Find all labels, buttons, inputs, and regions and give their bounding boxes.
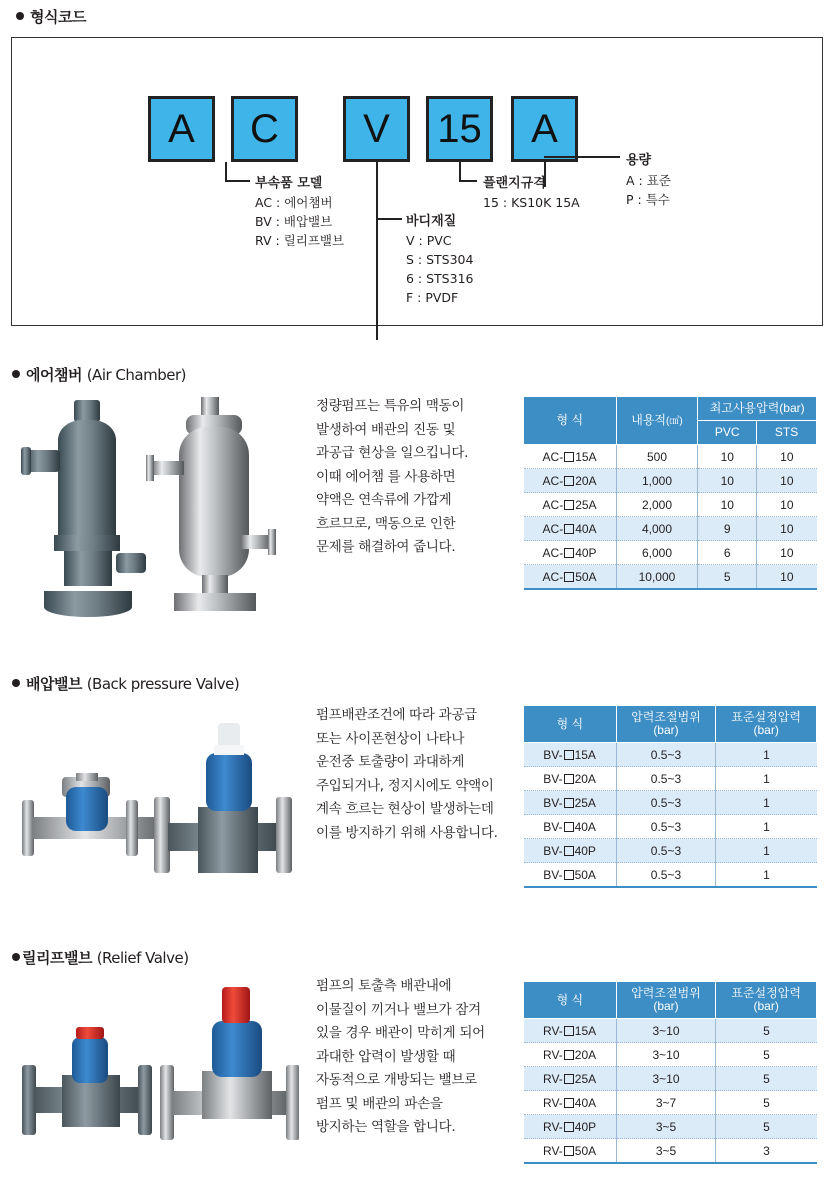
bullet-icon: [12, 370, 20, 378]
connector-line: [544, 156, 620, 158]
model-code-diagram: [11, 37, 823, 326]
table-row: AC- 50A 10,000 5 10: [524, 565, 817, 590]
table-row: AC- 15A 500 10 10: [524, 445, 817, 469]
connector-line: [376, 218, 402, 220]
code-cell-capacity: A: [511, 96, 578, 162]
blank-square-icon: [564, 798, 574, 808]
blank-square-icon: [564, 500, 574, 510]
air-chamber-product-image: [16, 395, 291, 625]
back-pressure-product-image: [14, 715, 299, 885]
blank-square-icon: [564, 1074, 574, 1084]
bullet-icon: [12, 953, 20, 961]
table-row: AC- 25A 2,000 10 10: [524, 493, 817, 517]
col-header-max-pressure: 최고사용압력(bar): [698, 397, 817, 421]
back-pressure-heading: 배압밸브 (Back pressure Valve): [12, 673, 239, 694]
table-row: BV- 15A 0.5~3 1: [524, 743, 817, 767]
group-list-body-material: V : PVC S : STS304 6 : STS316 F : PVDF: [406, 233, 474, 305]
back-pressure-description: 펌프배관조건에 따라 과공급 또는 사이폰현상이 나타나 운전중 토출량이 과대하게 주입되거나, 정지시에도 약액이 계속 흐르는 현상이 발생하는데 이를 방지하기 위해 사용합니다.: [316, 707, 498, 841]
table-row: BV- 40P 0.5~3 1: [524, 839, 817, 863]
table-row: RV- 50A 3~5 3: [524, 1139, 817, 1164]
table-row: RV- 40A 3~7 5: [524, 1091, 817, 1115]
col-header-model: 형 식: [524, 397, 617, 445]
blank-square-icon: [564, 870, 574, 880]
relief-valve-product-image: [14, 985, 299, 1150]
table-row: BV- 50A 0.5~3 1: [524, 863, 817, 888]
table-row: RV- 25A 3~10 5: [524, 1067, 817, 1091]
table-row: RV- 40P 3~5 5: [524, 1115, 817, 1139]
code-cell-material: V: [343, 96, 410, 162]
col-header-sts: STS: [757, 421, 817, 445]
blank-square-icon: [564, 1122, 574, 1132]
blank-square-icon: [564, 524, 574, 534]
code-cell-model-2: C: [231, 96, 298, 162]
col-header-model: 형 식: [524, 982, 617, 1019]
group-heading-accessory-model: 부속품 모델: [255, 176, 323, 191]
col-header-pvc: PVC: [698, 421, 757, 445]
blank-square-icon: [564, 1098, 574, 1108]
blank-square-icon: [564, 1146, 574, 1156]
blank-square-icon: [564, 476, 574, 486]
col-header-default-pressure: 표준설정압력 (bar): [716, 706, 817, 743]
air-chamber-spec-table: [523, 396, 817, 590]
col-header-default-pressure: 표준설정압력 (bar): [716, 982, 817, 1019]
table-row: AC- 20A 1,000 10 10: [524, 469, 817, 493]
blank-square-icon: [564, 548, 574, 558]
table-row: AC- 40P 6,000 6 10: [524, 541, 817, 565]
table-row: BV- 25A 0.5~3 1: [524, 791, 817, 815]
blank-square-icon: [564, 750, 574, 760]
relief-valve-spec-table: [523, 981, 817, 1164]
group-list-accessory-model: AC : 에어챔버 BV : 배압밸브 RV : 릴리프밸브: [255, 195, 345, 248]
relief-valve-description: 펌프의 토출측 배관내에 이물질이 끼거나 밸브가 잠겨 있을 경우 배관이 막히게 되어 과대한 압력이 발생할 때 자동적으로 개방되는 밸브로 펌프 및 배관의 파손을 방지하는 역할을 합니다.: [316, 978, 485, 1135]
connector-line: [459, 162, 461, 181]
col-header-pressure-range: 압력조절범위 (bar): [616, 706, 716, 743]
blank-square-icon: [564, 822, 574, 832]
code-cell-flange: 15: [426, 96, 493, 162]
blank-square-icon: [564, 774, 574, 784]
blank-square-icon: [564, 572, 574, 582]
col-header-volume: 내용적(㎤): [616, 397, 698, 445]
group-heading-flange-standard: 플랜지규격: [483, 176, 546, 191]
col-header-pressure-range: 압력조절범위 (bar): [616, 982, 716, 1019]
model-code-heading: 형식코드: [16, 6, 86, 27]
table-row: RV- 15A 3~10 5: [524, 1019, 817, 1043]
group-list-flange-standard: 15 : KS10K 15A: [483, 195, 580, 210]
col-header-model: 형 식: [524, 706, 617, 743]
blank-square-icon: [564, 1026, 574, 1036]
group-heading-body-material: 바디재질: [406, 214, 457, 229]
table-row: BV- 40A 0.5~3 1: [524, 815, 817, 839]
back-pressure-spec-table: [523, 705, 817, 888]
blank-square-icon: [564, 846, 574, 856]
bullet-icon: [12, 679, 20, 687]
table-row: AC- 40A 4,000 9 10: [524, 517, 817, 541]
bullet-icon: [16, 12, 24, 20]
relief-valve-heading: 릴리프밸브 (Relief Valve): [12, 947, 189, 968]
table-row: RV- 20A 3~10 5: [524, 1043, 817, 1067]
connector-line: [225, 180, 250, 182]
air-chamber-heading: 에어챔버 (Air Chamber): [12, 364, 186, 385]
air-chamber-description: 정량펌프는 특유의 맥동이 발생하여 배관의 진동 및 과공급 현상을 일으킵니다. 이때 에어챔 를 사용하면 약액은 연속류에 가깝게 흐르므로, 맥동으로 인한 문제를 해결하여 줍니다.: [316, 398, 469, 555]
blank-square-icon: [564, 1050, 574, 1060]
code-cell-model-1: A: [148, 96, 215, 162]
group-heading-capacity: 용량: [626, 153, 652, 168]
connector-line: [459, 180, 477, 182]
blank-square-icon: [564, 452, 574, 462]
table-row: BV- 20A 0.5~3 1: [524, 767, 817, 791]
group-list-capacity: A : 표준 P : 특수: [626, 173, 671, 207]
